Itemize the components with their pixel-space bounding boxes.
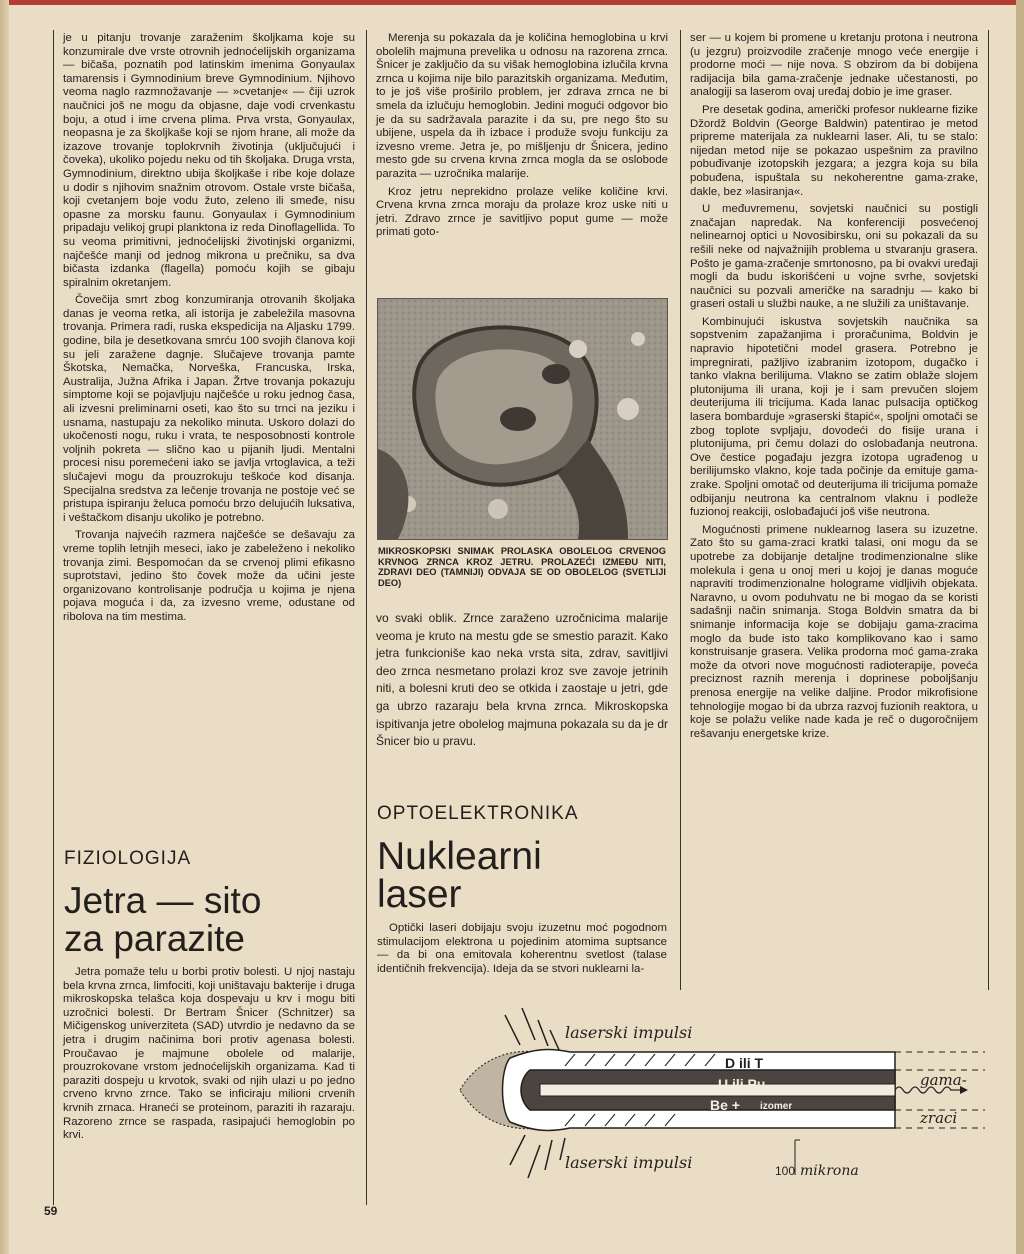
page-right-edge	[1016, 0, 1024, 1254]
label-laserski-impulsi-top: laserski impulsi	[565, 1023, 693, 1042]
laser-pulse-arrows-bottom	[510, 1135, 565, 1178]
section-label-optoelektronika: OPTOELEKTRONIKA	[377, 803, 579, 824]
microscope-image	[378, 299, 667, 539]
column-2-lower-body	[376, 610, 668, 755]
column-rule	[680, 30, 681, 990]
label-zraci: zraci	[920, 1109, 958, 1127]
microscope-photo	[377, 298, 668, 540]
page-left-edge	[0, 0, 9, 1254]
label-scale-unit: mikrona	[800, 1163, 859, 1179]
label-d-ili-t: D ili T	[725, 1055, 764, 1071]
column-3-body	[690, 32, 978, 745]
article-headline-jetra	[64, 882, 364, 958]
paragraph: Optički laseri dobijaju svoju izuzetnu moć pogodnom stimulacijom elektrona u pojedinim atomima suptsance — da bi ona emitovala koherentnu svetlost (talase identičnih frekvencija). Ideja da se stvori nuklearni la-	[377, 922, 667, 975]
graser-diagram	[400, 1000, 1000, 1215]
paragraph: ser — u kojem bi promene u kretanju protona i neutrona (u jezgru) proizvodile zračenje mnogo veće energije i prodorne moći — nije nova. S obzirom da bi dobijena radijacija bila gama-zračenje jednake učestanosti, po analogiji sa laserom ovaj uređaj dobio je ime graser.	[690, 32, 978, 99]
headline-line: laser	[377, 873, 462, 916]
paragraph: vo svaki oblik. Zrnce zaraženo uzročnicima malarije veoma je kruto na mestu gde se smestio parazit. Kako jetra funkcioniše kao neka vrsta sita, zdrav, savitljivi deo zrnca nesmetano prolazi kroz sve zavoje jetrinih niti, a bolesni kruti deo se otkida i zaostaje u jetri, gde ga ubrzo razaraju bela krvna zrnca. Mikroskopska ispitivanja jetre obolelog majmuna pokazala su da je dr Šnicer bio u pravu.	[376, 611, 668, 749]
column-2-intro	[377, 922, 667, 980]
paragraph: Čovečija smrt zbog konzumiranja otrovanih školjaka danas je veoma retka, ali istorija je zabeležila masovna trovanja. Primera radi, ruska ekspedicija na Aljasku 1799. godine, bila je desetkovana smrću 100 svojih članova koji su jeli zaražene dagnje. Slučajeve trovanja pamte Škotska, Nemačka, Norveška, Francuska, Irska, Australija, Južna Afrika i Japan. Žrtve trovanja pokazuju simptome koji se pojavljuju najčešće u roku jednog časa, ali izvesni preliminarni oseti, kao što su trnci na jeziku i usnama, nastupaju za nekoliko minuta. Uskoro dolazi do ukočenosti nogu, ruku i vrata, te nesposobnosti kontrole voljnih pokreta — slično kao u pijanih ljudi. Mentalni procesi nisu poremećeni iako se javlja vrtoglavica, a teži slučajevi mogu da prouzrokuju teškoće kod disanja. Specijalna sredstva za lečenje trovanja ne postoje već se pristupa ispiranju želuca pomoću brzo delujućih luksativa, i veštačkom disanju ukoliko je potrebno.	[63, 294, 355, 524]
page-top-edge	[0, 0, 1024, 5]
label-izomer: izomer	[760, 1101, 793, 1112]
label-scale-value: 100	[775, 1164, 796, 1178]
headline-line: za parazite	[64, 918, 245, 959]
column-rule	[988, 30, 989, 990]
paragraph: U međuvremenu, sovjetski naučnici su postigli značajan napredak. Na konferenciji posvećenoj nelinearnoj optici u Novosibirsku, oni su pokazali da su rešili neke od najvažnijih problema u stvaranju grasera. Pošto je gama-zračenje smrtonosno, pa bi ovakvi uređaji mogli da budu iskorišćeni u vojne svrhe, sovjetski naučnici su pozvali američke na saradnju — kako bi graseri ostali u službi nauke, a ne služili za uništavanje.	[690, 203, 978, 311]
column-1-body	[63, 32, 355, 629]
label-u-ili-pu: U ili Pu	[718, 1076, 766, 1092]
label-laserski-impulsi-bottom: laserski impulsi	[565, 1153, 693, 1172]
paragraph: Jetra pomaže telu u borbi protiv bolesti. U njoj nastaju bela krvna zrnca, limfociti, koji uništavaju bakterije i druga mikroskopska telašca koja dospevaju u krv i mogu biti uzročnici bolesti. Dr Bertram Šnicer (Schnitzer) sa Mičigenskog univerziteta (SAD) utvrdio je nedavno da se jetra i drugim načinima bori protiv agenasa bolesti. Proučavao je majmune obolele od malarije, prouzrokovane vrstom jednoćelijskih organizama. Kad ti paraziti dospeju u krvotok, svaki od njih ulazi u po jedno crveno krvno zrnce. Tako se inficiraju milioni crvenih krvnih zrnaca. Hraneći se proteinom, paraziti ih razaraju. Razoreno zrnce se raspada, rasipajući hemoglobin po krvi.	[63, 966, 355, 1142]
paragraph: Trovanja najvećih razmera najčešće se dešavaju za vreme toplih letnjih meseci, iako je zabeleženo i nekoliko trovanja zimi. Bespomoćan da se crvenoj plimi efikasno suprotstavi, jedino što čovek može da učini jeste organizovano kontrolisanje područja u kojima je njena pojava moguća i da, za izvesno vreme, odustane od ribolova na tim mestima.	[63, 529, 355, 623]
page-number: 59	[44, 1204, 58, 1218]
headline-line: Nuklearni	[377, 835, 542, 878]
column-1-lower-body	[63, 966, 355, 1147]
article-headline-nuklearni-laser	[377, 835, 677, 916]
paragraph: je u pitanju trovanje zaraženim školjkama koje su konzumirale dve vrste otrovnih jednoćelijskih organizama — bičaša, poznatih pod latinskim imenima Gonyaulax tamarensis i Gymnodinium breve Gymnodinium. Njihovo veoma naglo razmnožavanje — »cvetanje« — čiji uzrok naučnici još ne mogu da objasne, daje vodi crvenkastu boju, a otud i ime crvena plima. Prva vrsta, Gonyaulax, neopasna je za školjkaše koji se njom hrane, ali može da izazove trovanje toplokrvnih životinja (uključujući i čoveka), ukoliko pojedu neku od tih školjaka. Druga vrsta, Gymnodinium, direktno ubija školjkaše i ribe koje dolaze u dodir s njihovim snažnim otrovom. Ostale vrste bičaša, koji cvetanjem boje vodu žuto, zeleno ili smeđe, nisu opasne za morsku faunu. Gonyaulax i Gymnodinium pripadaju velikoj grupi planktona iz reda Dinoflagellida. To su veoma primitivni, jednoćelijski životinjski organizmi, najčešće manji od jednog mikrona u prečniku, sa dva bičasta izdanka (flagella) pomoću kojih se gibaju spiralnim okretanjem.	[63, 32, 355, 289]
label-be: Be +	[710, 1097, 740, 1113]
laser-pulse-arrows-top	[505, 1008, 560, 1052]
column-rule	[53, 30, 54, 1205]
section-label-fiziologija: FIZIOLOGIJA	[64, 848, 192, 869]
paragraph: Kroz jetru neprekidno prolaze velike količine krvi. Crvena krvna zrnca moraju da prolaze kroz uske niti u jetri. Zdravo zrnce je savitljivo poput gume — može primati goto-	[376, 185, 668, 239]
paragraph: Mogućnosti primene nuklearnog lasera su izuzetne. Zato što su gama-zraci kratki talasi, oni mogu da se upotrebe za dobijanje detaljne trodimenzionalne slike molekula i gena u onoj meri u kojoj je danas moguće napraviti trodimenzionalne holograme vidljivih objekata. Naravno, u ovom poduhvatu ne bi mogao da se koristi sadašnji način snimanja. Stoga Boldvin smatra da bi snimanje informacija koje se dobijaju gama-zracima moglo da bude isto tako komplikovano kao i samo konstruisanje grasera. Velika prodorna moć gama-zraka može da otvori nove mogućnosti radioterapije, poveća preciznost raznih merenja i doprinese poboljšanju prenosa energije na velike daljine. Prodor mikrofisione tehnologije mogao bi da ubrza razvoj fuzionih reaktora, u koje se polažu velike nade kada je reč o dugoročnijem rešavanju energetske krize.	[690, 523, 978, 740]
paragraph: Pre desetak godina, američki profesor nuklearne fizike Džordž Boldvin (George Baldwin) patentirao je metod pripreme materijala za nuklearni laser. Ali, tu se stalo: nijedan metod nije se pokazao uspešnim za pravilno pobuđivanje izotopskih jezgara; a jezgra koja su bila pobuđena, ispuštala su nekoherentne gama-zrake, dakle, bez »lasiranja«.	[690, 103, 978, 198]
column-rule	[366, 30, 367, 1205]
paragraph: Kombinujući iskustva sovjetskih naučnika sa sopstvenim zapažanjima i proračunima, Boldvin je napravio hipotetični model grasera. Potrebno je impregnirati, pažljivo izabranim izotopom, dugačko i tanko vlakna berilijuma. Vlakno se zatim oblaže slojem plutonijuma ili urana, koji je i sam prevučen slojem deuterijuma ili tricijuma. Kada lanac pulsacija optičkog lasera bombarduje »graserski štapić«, spoljni omotači se zbog toplote svpljaju, dovodeći do fisije urana i plutonijuma, pri čemu dolazi do oslobađanja neutrona. Ove čestice pogađaju jezgra izotopa ugrađenog u berilijumsko vlakno, koje tada počinje da emituje gama-zrake. Spoljni omotač od deuterijuma ili tricijuma pomaže odbijanju neutrona ka centralnom vlaknu i podleže fuzionoj reakciji, oslobađajući još više neutrona.	[690, 315, 978, 519]
graser-diagram-drawing	[400, 1000, 1000, 1215]
headline-line: Jetra — sito	[64, 880, 262, 921]
paragraph: Merenja su pokazala da je količina hemoglobina u krvi obolelih majmuna prevelika u odnosu na razorena zrnca. Šnicer je zaključio da su višak hemoglobina izlučila krvna zrnca u kojima nije bilo parazitskih organizama. Međutim, to je još više proširilo problem, jer zdrava zrnca ne bi smela da izlučuju hemoglobin. Jedini mogući odgovor bio je da su sadržavala parazite i da su, pre nego što su ubijene, uspela da ih izbace i produže svoju funkciju za izvesno vreme. Jetra je, po mišljenju dr Šnicera, jedino mesto gde su crvena krvna zrnca mogla da se oslobode parazita — uzročnika malarije.	[376, 32, 668, 180]
photo-caption: MIKROSKOPSKI SNIMAK PROLASKA OBOLELOG CRVENOG KRVNOG ZRNCA KROZ JETRU. PROLAZEĆI IZMEĐU NITI, ZDRAVI DEO (TAMNIJI) ODVAJA SE OD OBOLELOG (SVETLIJI DEO)	[378, 546, 666, 588]
column-2-body	[376, 32, 668, 244]
label-gama: gama-	[920, 1071, 967, 1089]
